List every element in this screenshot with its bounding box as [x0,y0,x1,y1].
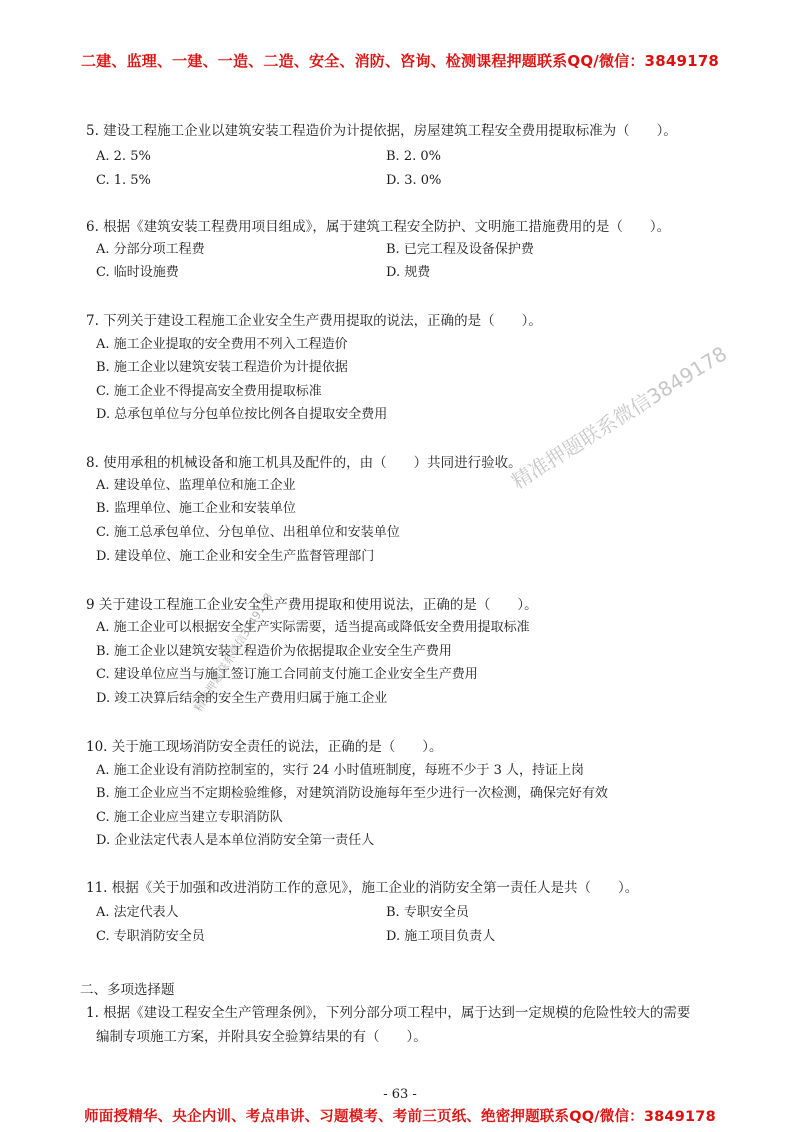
question-6-option-b: B. 已完工程及设备保护费 [386,242,534,257]
question-6-stem: 6. 根据《建筑安装工程费用项目组成》，属于建筑工程安全防护、文明施工措施费用的是（ ）。 [86,219,671,235]
multi-question-1-line2: 编制专项施工方案，并附具安全验算结果的有（ ）。 [96,1029,427,1045]
question-11-stem: 11. 根据《关于加强和改进消防工作的意见》，施工企业的消防安全第一责任人是共（ ）。 [86,880,639,896]
question-6-option-d: D. 规费 [386,265,431,280]
question-7-option-c: C. 施工企业不得提高安全费用提取标准 [96,384,322,399]
question-6-option-a: A. 分部分项工程费 [96,242,205,257]
question-9-option-b: B. 施工企业以建筑安装工程造价为依据提取企业安全生产费用 [96,644,452,659]
question-7-stem: 7. 下列关于建设工程施工企业安全生产费用提取的说法，正确的是（ ）。 [86,313,542,329]
question-11-option-c: C. 专职消防安全员 [96,929,205,944]
question-9-option-c: C. 建设单位应当与施工签订施工合同前支付施工企业安全生产费用 [96,667,478,682]
watermark-text: 精准押题联系微信3849178 [507,341,732,494]
question-9-stem: 9 关于建设工程施工企业安全生产费用提取和使用说法，正确的是（ ）。 [86,597,538,613]
question-10-option-c: C. 施工企业应当建立专职消防队 [96,810,283,825]
question-5-option-b: B. 2. 0% [386,149,441,164]
question-9-option-d: D. 竣工决算后结余的安全生产费用归属于施工企业 [96,691,388,706]
section-title: 二、多项选择题 [80,982,175,998]
question-8-option-c: C. 施工总承包单位、分包单位、出租单位和安装单位 [96,525,400,540]
question-5-option-c: C. 1. 5% [96,173,151,188]
question-8-stem: 8. 使用承租的机械设备和施工机具及配件的，由（ ）共同进行验收。 [86,455,522,471]
question-5-option-d: D. 3. 0% [386,173,442,188]
question-8-option-a: A. 建设单位、监理单位和施工企业 [96,478,296,493]
question-10-option-b: B. 施工企业应当不定期检验维修，对建筑消防设施每年至少进行一次检测，确保完好有效 [96,786,608,801]
question-7-option-d: D. 总承包单位与分包单位按比例各自提取安全费用 [96,407,388,422]
question-10-option-d: D. 企业法定代表人是本单位消防安全第一责任人 [96,833,375,848]
page-number: - 63 - [383,1087,417,1102]
question-8-option-d: D. 建设单位、施工企业和安全生产监督管理部门 [96,549,375,564]
multi-question-1-line1: 1. 根据《建设工程安全生产管理条例》，下列分部分项工程中，属于达到一定规模的危险性较大的需要 [86,1005,691,1021]
question-7-option-b: B. 施工企业以建筑安装工程造价为计提依据 [96,360,348,375]
question-5-stem: 5. 建设工程施工企业以建筑安装工程造价为计提依据，房屋建筑工程安全费用提取标准为（ ）。 [86,123,677,139]
footer-banner: 师面授精华、央企内训、考点串讲、习题模考、考前三页纸、绝密押题联系QQ/微信：3849178 [84,1109,716,1125]
question-8-option-b: B. 监理单位、施工企业和安装单位 [96,501,296,516]
question-6-option-c: C. 临时设施费 [96,265,179,280]
header-banner: 二建、监理、一建、一造、二造、安全、消防、咨询、检测课程押题联系QQ/微信：3849178 [80,52,720,70]
question-7-option-a: A. 施工企业提取的安全费用不列入工程造价 [96,337,348,352]
watermark-text-small: 精准押题联系微信3849178 [191,590,276,714]
question-10-option-a: A. 施工企业设有消防控制室的，实行 24 小时值班制度，每班不少于 3 人，持证上岗 [96,763,584,778]
question-9-option-a: A. 施工企业可以根据安全生产实际需要，适当提高或降低安全费用提取标准 [96,620,530,635]
question-11-option-a: A. 法定代表人 [96,905,179,920]
question-11-option-b: B. 专职安全员 [386,905,469,920]
question-11-option-d: D. 施工项目负责人 [386,929,496,944]
question-10-stem: 10. 关于施工现场消防安全责任的说法，正确的是（ ）。 [86,739,443,755]
question-5-option-a: A. 2. 5% [96,149,151,164]
